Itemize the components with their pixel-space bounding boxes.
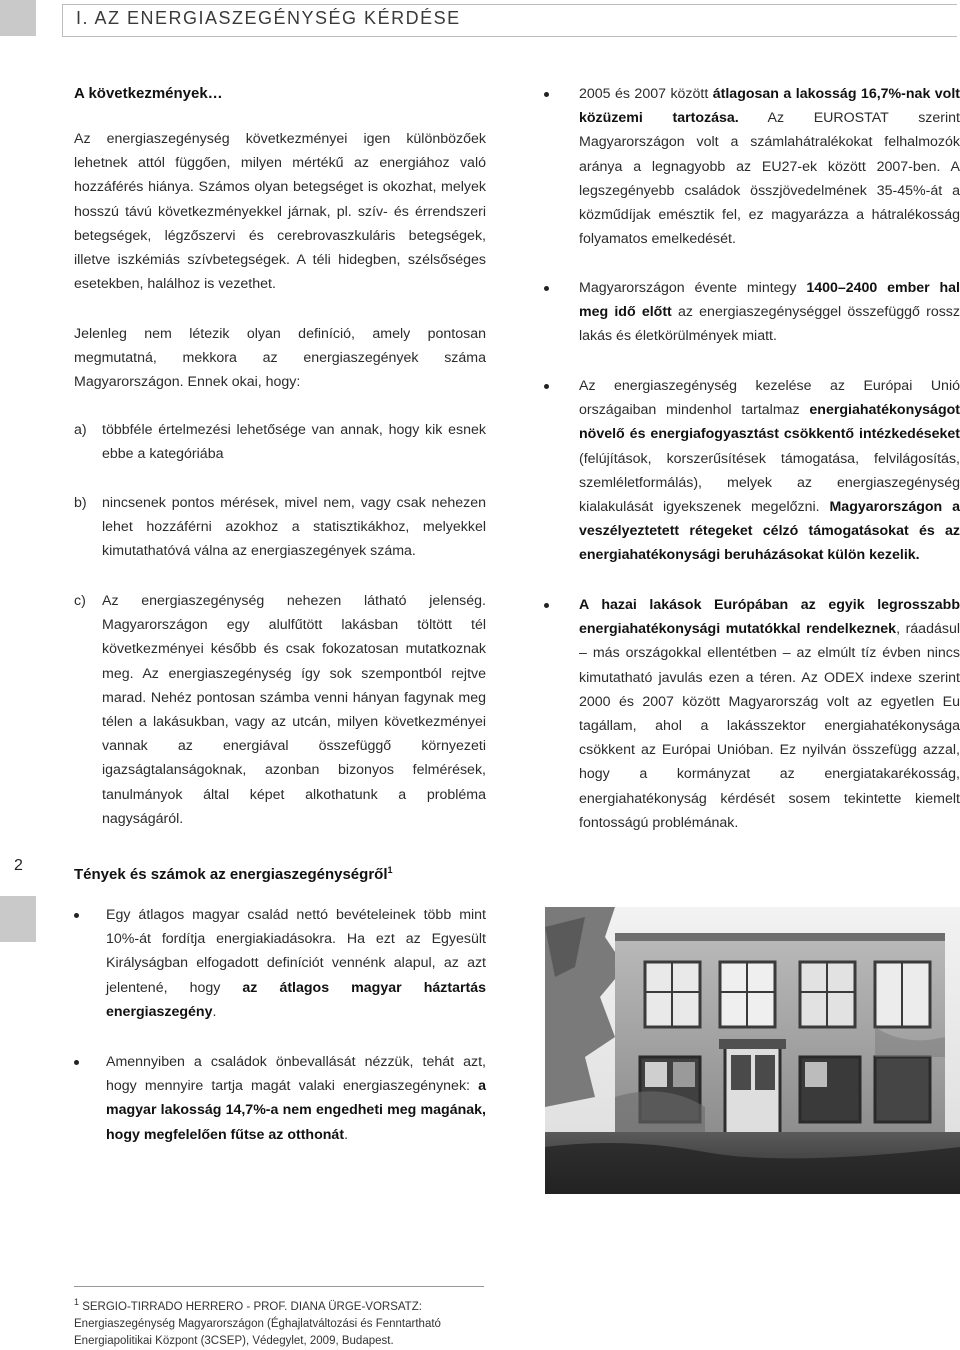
reason-marker: b)	[74, 495, 87, 511]
facts-heading	[74, 858, 486, 887]
left-column	[74, 82, 486, 106]
right-bullet-4	[540, 593, 960, 843]
building-photo	[545, 907, 960, 1194]
bullet-text-normal: Az EUROSTAT szerint Magyarországon volt a számlahátralékokat felhalmozók aránya a legnagyobb az EU27-ek között 2007-ben. A legszegényebb családok összjövedelmének 35-45%-át a közműdíjak emésztik fel, ez magyarázza a hátralékosság folyamatos emelkedését.	[579, 110, 960, 248]
page-number: 2	[14, 857, 23, 874]
chapter-title: I. AZ ENERGIASZEGÉNYSÉG KÉRDÉSE	[76, 8, 461, 28]
reason-text: többféle értelmezési lehetősége van annak, hogy kik esnek ebbe a kategóriába	[102, 422, 486, 463]
footnote-marker: 1	[74, 1297, 80, 1307]
page-number-square	[0, 896, 36, 942]
reason-item-b	[74, 491, 486, 571]
section-heading-consequences: A következmények…	[74, 85, 223, 102]
reason-marker: c)	[74, 593, 86, 609]
fact-item	[74, 903, 486, 1023]
definition-paragraph: Jelenleg nem létezik olyan definíció, amely pontosan megmutatná, mekkora az energiaszegények száma Magyarországon. Ennek okai, hogy:	[74, 326, 486, 391]
bullet-icon	[544, 384, 549, 389]
footnote-divider	[74, 1286, 484, 1287]
bullet-text-normal: (felújítások, korszerűsítések támogatása, felvilágosítás, szemléletformálás), melyek az energiaszegénység kialakulását igyekszenek megelőzni.	[579, 450, 960, 516]
right-bullet-2	[540, 276, 960, 356]
fact-text-normal: .	[344, 1126, 349, 1143]
reason-marker: a)	[74, 422, 87, 438]
reason-item-c	[74, 589, 486, 827]
bullet-text	[579, 593, 960, 835]
footnote-text: SERGIO-TIRRADO HERRERO - PROF. DIANA ÜRGE-VORSATZ: Energiaszegénység Magyarországon (Éghajlatváltozási és Fenntartható Energiapolitikai Központ (3CSEP), Védegylet, 2009, Budapest.	[74, 1300, 441, 1347]
fact-text-bold: az átlagos magyar háztartás energiaszegény	[106, 979, 486, 1020]
fact-text-normal: Egy átlagos magyar család nettó bevételeinek több mint 10%-át fordítja energiakiadásokra. Ha ezt az Egyesült Királyságban elfogadott definíciót vennénk alapul, az azt jelentené, hogy	[106, 907, 486, 996]
facts-heading-text: Tények és számok az energiaszegénységről	[74, 866, 388, 883]
bullet-text-normal: Az energiaszegénység kezelése az Európai Unió országaiban mindenhol tartalmaz	[579, 378, 960, 419]
fact-text-bold: a magyar lakosság 14,7%-a nem engedheti meg magának, hogy megfelelően fűtse az otthonát	[106, 1078, 486, 1143]
bullet-icon	[544, 603, 549, 608]
consequences-paragraph: Az energiaszegénység következményei igen különbözőek lehetnek attól függően, milyen mértékű az energiához való hozzáférés hiánya. Számos olyan betegséget is okozhat, melyek hosszú távú következményekkel járnak, pl. szív- és érrendszeri betegségek, légzőszervi és cerebrovaszkuláris betegségek, illetve iszkémiás szívbetegségek. A téli hidegben, szélsőséges esetekben, halálhoz is vezethet.	[74, 131, 486, 293]
bullet-text-normal: , ráadásul – más országokkal ellentétben – az elmúlt tíz évben nincs kimutatható javulás ezen a téren. Az ODEX indexe szerint 2000 és 2007 között Magyarország volt az egyetlen Eu tagállam, ahol a lakásszektor energiahatékonysága csökkent az Európai Unióban. Ez nyilván összefügg azzal, hogy a kormányzat az energiatakarékosság, energiahatékonyság kérdését sosem tekintette kiemelt fontosságú problémának.	[579, 621, 960, 831]
fact-text	[106, 1050, 486, 1147]
fact-text-normal: Amennyiben a családok önbevallását nézzük, tehát azt, hogy mennyire tartja magát valaki energiaszegénynek:	[106, 1054, 486, 1095]
right-bullet-3	[540, 374, 960, 574]
fact-item	[74, 1050, 486, 1150]
right-bullet-1	[540, 82, 960, 252]
bullet-text	[579, 82, 960, 251]
bullet-text-normal: 2005 és 2007 között	[579, 86, 713, 102]
reason-text: Az energiaszegénység nehezen látható jelenség. Magyarországon egy alulfűtött lakásban töltött tél következményei később és csak fokozatosan mutatkoznak meg. Az energiaszegénység így sok szempontból rejtve marad. Nehéz pontosan számba venni hányan fagynak meg télen a lakásukban, vagy az utcán, milyen következményei vannak az energiával összefüggő környezeti igazságtalanságoknak, azonban bizonyos felmérések, tanulmányok által képet alkothatunk a probléma nagyságáról.	[102, 593, 486, 827]
bullet-text	[579, 374, 960, 568]
bullet-text-bold: A hazai lakások Európában az egyik legrosszabb energiahatékonysági mutatókkal rendelkeznek	[579, 597, 960, 638]
bullet-text-normal: az energiaszegénységgel összefüggő rossz lakás és életkörülmények miatt.	[579, 304, 960, 345]
bullet-text-bold: energiahatékonyságot növelő és energiafogyasztást csökkentő intézkedéseket	[579, 402, 960, 443]
bullet-text-bold: átlagosan a lakosság 16,7%-nak volt közüzemi tartozása.	[579, 86, 960, 127]
reason-item-a	[74, 418, 486, 478]
bullet-icon	[544, 286, 549, 291]
header-square	[0, 0, 36, 36]
bullet-text-bold: 1400–2400 ember hal meg idő előtt	[579, 280, 960, 321]
footnote	[74, 1294, 486, 1350]
bullet-text-normal: Magyarországon évente mintegy	[579, 280, 807, 296]
facts-heading-block	[74, 858, 486, 887]
reason-text: nincsenek pontos mérések, mivel nem, vagy csak nehezen lehet hozzáférni azokhoz a statisztikákhoz, melyekkel kimutathatóvá válna az energiaszegények száma.	[102, 495, 486, 560]
bullet-text-bold: Magyarországon a veszélyeztetett rétegeket célzó támogatásokat és az energiahatékonysági beruházásokat külön kezelik.	[579, 499, 960, 564]
bullet-text	[579, 276, 960, 349]
bullet-icon	[74, 1060, 79, 1065]
definition-paragraph-block	[74, 322, 486, 395]
bullet-icon	[544, 92, 549, 97]
fact-text	[106, 903, 486, 1024]
consequences-paragraph-block	[74, 127, 486, 296]
fact-text-normal: .	[212, 1003, 217, 1020]
footnote-ref: 1	[387, 865, 393, 875]
bullet-icon	[74, 913, 79, 918]
